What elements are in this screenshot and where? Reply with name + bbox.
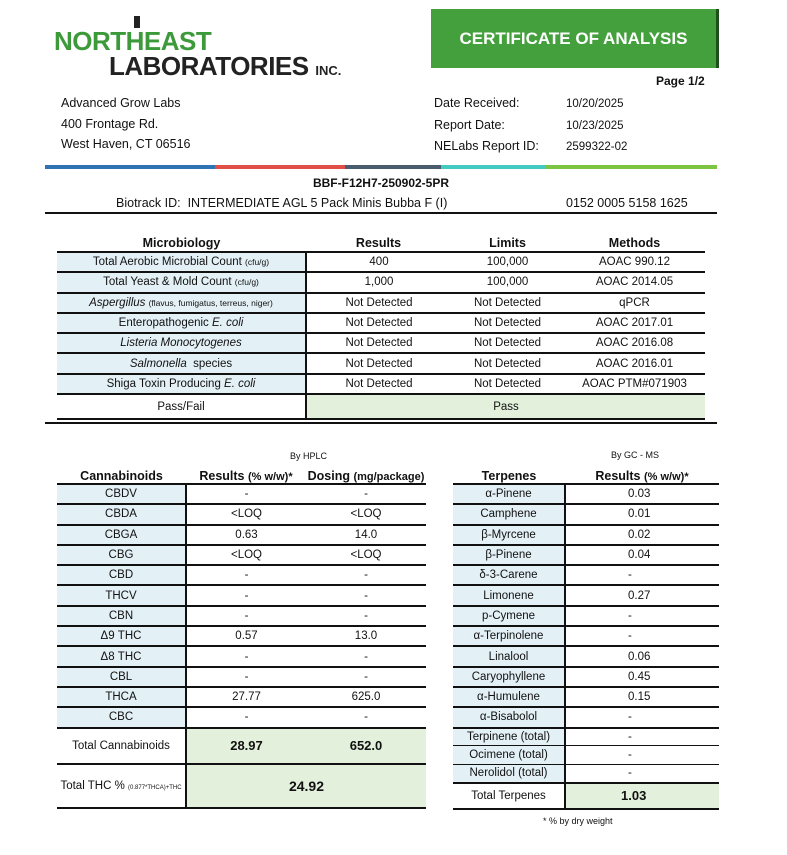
client-street: 400 Frontage Rd. [61, 116, 159, 131]
table-row: CBD - - [57, 565, 426, 585]
report-label: NELabs Report ID: [434, 139, 539, 153]
table-row: Caryophyllene 0.45 [453, 667, 719, 687]
table-row: CBN - - [57, 606, 426, 626]
table-row: CBG <LOQ <LOQ [57, 545, 426, 565]
biotrack-number: 0152 0005 5158 1625 [566, 196, 688, 210]
table-row: CBDA <LOQ <LOQ [57, 504, 426, 524]
col-header: Terpenes [453, 468, 565, 484]
table-row: β-Myrcene 0.02 [453, 525, 719, 545]
total-thc-row: Total THC % (0.877*THCA)+THC 24.92 [57, 764, 426, 808]
table-row: Camphene 0.01 [453, 504, 719, 524]
certificate-banner: CERTIFICATE OF ANALYSIS [431, 9, 719, 68]
col-header: Limits [451, 234, 564, 252]
logo-line1: NORTHEAST [54, 26, 212, 56]
report-label: Report Date: [434, 117, 505, 132]
biotrack-id: Biotrack ID: INTERMEDIATE AGL 5 Pack Minis Bubba F (I) [116, 196, 448, 210]
col-header: Dosing (mg/package) [307, 468, 425, 483]
table-row: Salmonella species Not Detected Not Detected AOAC 2016.01 [57, 353, 705, 373]
col-header: Results (% w/w)* [186, 468, 306, 484]
table-row: Δ8 THC - - [57, 646, 426, 666]
table-row: Terpinene (total) - [453, 728, 719, 746]
report-value: 10/20/2025 [566, 98, 624, 110]
report-label: Date Received: [434, 96, 520, 110]
table-row: Total Aerobic Microbial Count (cfu/g) 400 100,000 AOAC 990.12 [57, 252, 705, 272]
divider [45, 212, 717, 214]
col-header: Microbiology [57, 234, 306, 252]
total-terpenes-value: 1.03 [565, 783, 719, 809]
client-name: Advanced Grow Labs [61, 96, 181, 110]
table-row: β-Pinene 0.04 [453, 545, 719, 565]
table-row: CBL - - [57, 667, 426, 687]
table-row: THCV - - [57, 585, 426, 605]
cannabinoids-table [57, 468, 426, 809]
logo-line2: LABORATORIES INC. [109, 51, 342, 81]
table-row: THCA 27.77 625.0 [57, 687, 426, 707]
color-divider [45, 165, 717, 169]
table-row: CBDV - - [57, 484, 426, 504]
table-row: Ocimene (total) - [453, 746, 719, 764]
table-row: δ-3-Carene - [453, 565, 719, 585]
col-header: Results [306, 234, 451, 252]
col-header: Methods [564, 234, 705, 252]
table-row: Linalool 0.06 [453, 646, 719, 666]
table-row: Listeria Monocytogenes Not Detected Not Detected AOAC 2016.08 [57, 333, 705, 353]
page-number: Page 1/2 [656, 74, 705, 88]
total-terpenes-row: Total Terpenes 1.03 [453, 783, 719, 809]
table-row: Limonene 0.27 [453, 585, 719, 605]
col-header: Cannabinoids [57, 468, 186, 484]
table-row: Aspergillus (flavus, fumigatus, terreus, niger) Not Detected Not Detected qPCR [57, 293, 705, 313]
table-row: Shiga Toxin Producing E. coli Not Detected Not Detected AOAC PTM#071903 [57, 374, 705, 394]
company-logo [54, 16, 354, 80]
total-thc-value: 24.92 [186, 764, 426, 808]
table-row: p-Cymene - [453, 606, 719, 626]
report-value: 2599322-02 [566, 141, 628, 153]
divider [45, 422, 717, 424]
table-row: CBGA 0.63 14.0 [57, 525, 426, 545]
table-row: CBC - - [57, 707, 426, 727]
pass-status: Pass [306, 394, 705, 419]
hplc-note: By HPLC [290, 451, 328, 461]
col-header: Results (% w/w)* [565, 468, 719, 484]
report-value: 10/23/2025 [566, 119, 624, 132]
table-row: Nerolidol (total) - [453, 764, 719, 782]
client-city: West Haven, CT 06516 [61, 137, 191, 151]
table-row: Enteropathogenic E. coli Not Detected Not Detected AOAC 2017.01 [57, 313, 705, 333]
terpenes-table [453, 468, 719, 810]
client-address [61, 93, 190, 155]
table-row: α-Pinene 0.03 [453, 484, 719, 504]
footnote: * % by dry weight [543, 816, 613, 826]
gc-note: By GC - MS [611, 450, 660, 460]
table-row: α-Terpinolene - [453, 626, 719, 646]
microbiology-table [57, 234, 705, 420]
pass-fail-row: Pass/Fail Pass [57, 394, 705, 419]
table-row: Total Yeast & Mold Count (cfu/g) 1,000 100,000 AOAC 2014.05 [57, 272, 705, 292]
table-row: α-Bisabolol - [453, 707, 719, 727]
table-row: Δ9 THC 0.57 13.0 [57, 626, 426, 646]
total-cannabinoids-row: Total Cannabinoids 28.97 652.0 [57, 728, 426, 764]
table-row: α-Humulene 0.15 [453, 687, 719, 707]
report-info [434, 93, 627, 158]
sample-id: BBF-F12H7-250902-5PR [312, 176, 450, 190]
